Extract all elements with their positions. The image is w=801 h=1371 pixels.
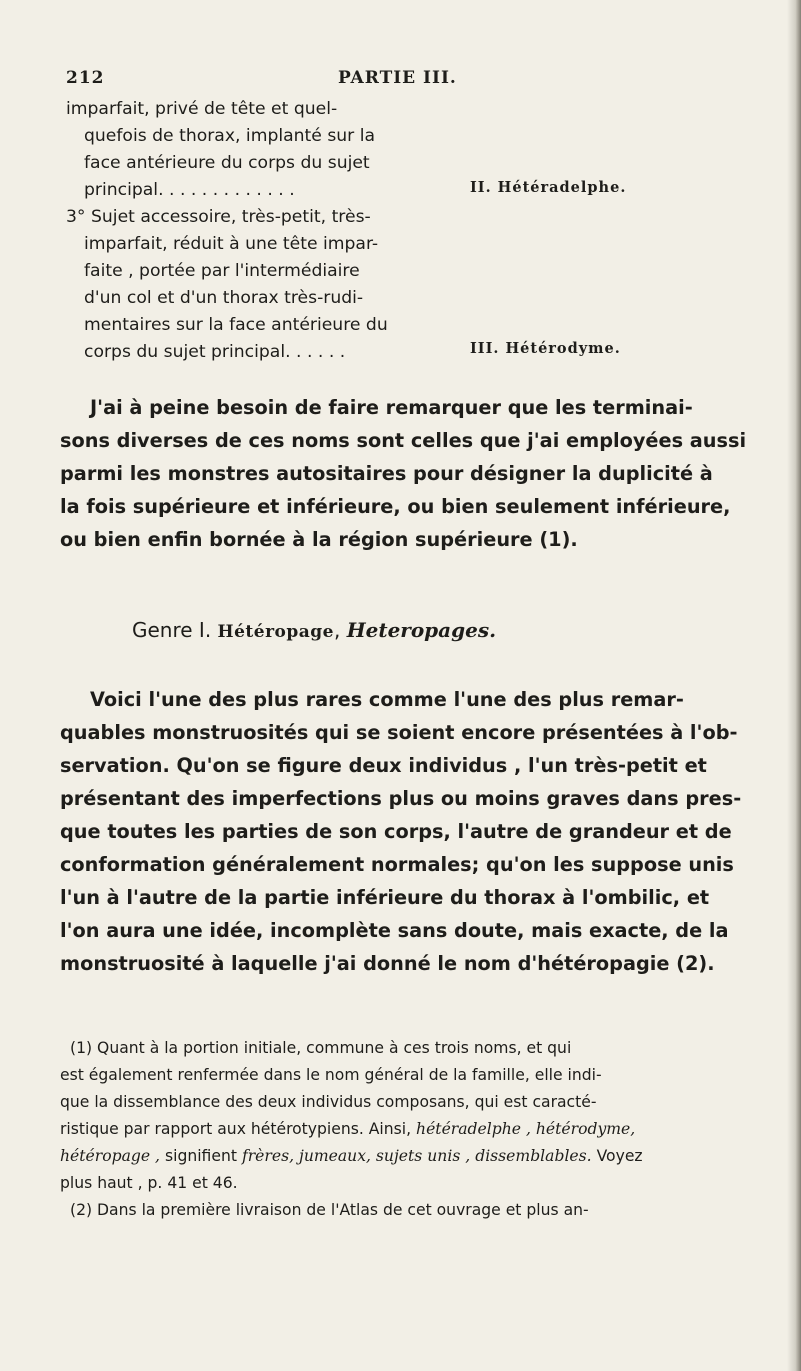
genre-latin-name: Heteropages. — [346, 618, 497, 642]
paragraph-line: présentant des imperfections plus ou moins graves dans pres- — [60, 787, 742, 810]
classification-tag-heterodyme: III. Hétérodyme. — [470, 340, 621, 357]
classification-entry-3 — [66, 204, 388, 366]
classification-entry-2 — [66, 96, 375, 204]
footnote-text: Voyez — [596, 1147, 643, 1165]
paragraph-heteropagie — [60, 683, 742, 980]
paragraph-line: conformation généralement normales; qu'on les suppose unis — [60, 853, 734, 876]
genre-heading — [132, 618, 496, 642]
footnote-italic-meanings: frères, jumeaux, sujets unis , dissemblables. — [241, 1147, 592, 1165]
footnote-2-line: (2) Dans la première livraison de l'Atlas de cet ouvrage et plus an- — [70, 1201, 589, 1219]
footnote-italic-term: hétéropage , — [60, 1147, 161, 1165]
page-number: 212 — [66, 68, 105, 88]
page-header — [66, 68, 716, 90]
genre-separator: , — [334, 618, 341, 642]
paragraph-line: quables monstruosités qui se soient encore présentées à l'ob- — [60, 721, 738, 744]
classification-line: corps du sujet principal. . . . . . — [84, 342, 346, 362]
footnote-1-line: est également renfermée dans le nom général de la famille, elle indi- — [60, 1066, 602, 1084]
paragraph-line: parmi les monstres autositaires pour désigner la duplicité à — [60, 462, 713, 485]
paragraph-line: monstruosité à laquelle j'ai donné le nom d'hétéropagie (2). — [60, 952, 715, 975]
classification-line: faite , portée par l'intermédiaire — [84, 261, 360, 281]
classification-tag-heteradelphe: II. Hétéradelphe. — [470, 179, 627, 196]
footnote-1-line: (1) Quant à la portion initiale, commune à ces trois noms, et qui — [70, 1039, 572, 1057]
footnote-italic-terms: hétéradelphe , hétérodyme, — [416, 1120, 636, 1138]
paragraph-line: l'on aura une idée, incomplète sans doute, mais exacte, de la — [60, 919, 729, 942]
paragraph-line: J'ai à peine besoin de faire remarquer que les terminai- — [90, 396, 693, 419]
paragraph-line: sons diverses de ces noms sont celles que j'ai employées aussi — [60, 429, 747, 452]
classification-line: 3° Sujet accessoire, très-petit, très- — [66, 207, 371, 227]
genre-prefix: Genre I. — [132, 618, 212, 642]
classification-line: quefois de thorax, implanté sur la — [84, 126, 376, 146]
footnote-text: signifient — [164, 1147, 237, 1165]
footnote-1-line: plus haut , p. 41 et 46. — [60, 1174, 238, 1192]
paragraph-line: l'un à l'autre de la partie inférieure du thorax à l'ombilic, et — [60, 886, 710, 909]
paragraph-line: ou bien enfin bornée à la région supérieure (1). — [60, 528, 578, 551]
classification-line: imparfait, privé de tête et quel- — [66, 99, 338, 119]
footnote-1-line — [60, 1116, 720, 1143]
page-edge-shadow — [787, 0, 801, 1371]
running-title: PARTIE III. — [338, 68, 457, 88]
paragraph-terminaisons — [60, 391, 747, 556]
classification-line: mentaires sur la face antérieure du — [84, 315, 388, 335]
footnotes — [60, 1035, 720, 1224]
genre-name: Hétéropage — [217, 622, 334, 642]
classification-line: d'un col et d'un thorax très-rudi- — [84, 288, 364, 308]
classification-line: imparfait, réduit à une tête impar- — [84, 234, 379, 254]
paragraph-line: servation. Qu'on se figure deux individus , l'un très-petit et — [60, 754, 707, 777]
paragraph-line: la fois supérieure et inférieure, ou bien seulement inférieure, — [60, 495, 731, 518]
footnote-1-line — [60, 1143, 720, 1170]
classification-line: principal. . . . . . . . . . . . . — [84, 180, 295, 200]
paragraph-line: Voici l'une des plus rares comme l'une des plus remar- — [90, 688, 684, 711]
classification-line: face antérieure du corps du sujet — [84, 153, 370, 173]
footnote-1-line: que la dissemblance des deux individus composans, qui est caracté- — [60, 1093, 597, 1111]
footnote-text: ristique par rapport aux hétérotypiens. Ainsi, — [60, 1120, 412, 1138]
paragraph-line: que toutes les parties de son corps, l'autre de grandeur et de — [60, 820, 732, 843]
